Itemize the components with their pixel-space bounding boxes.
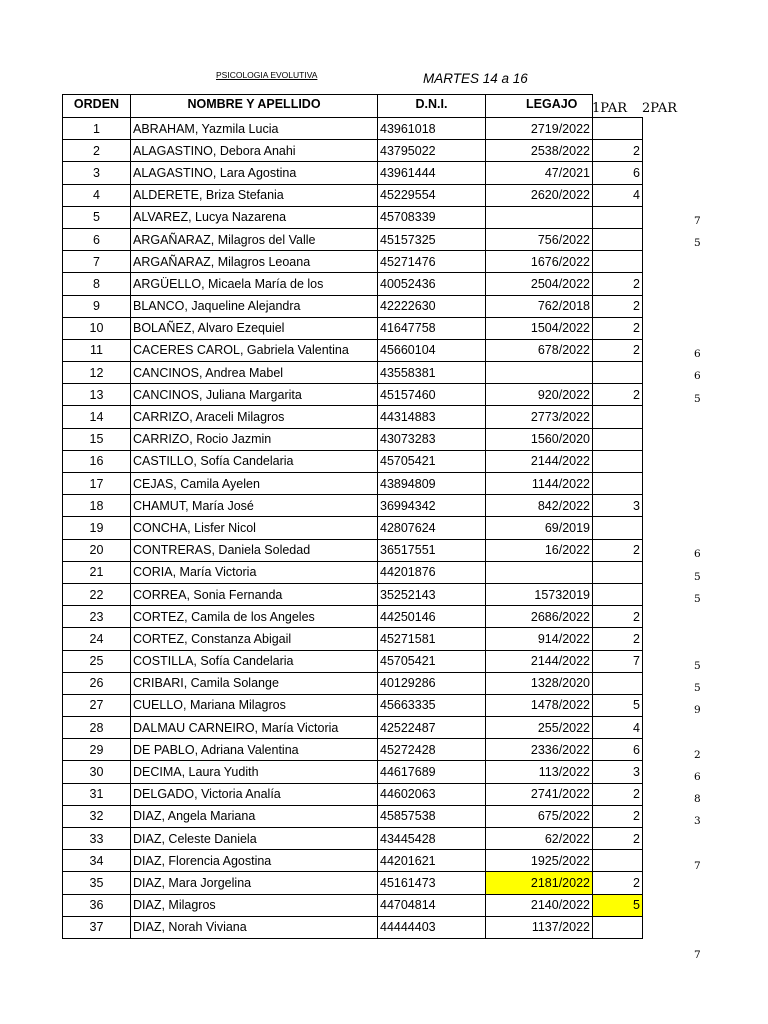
row-dni: 45271581 bbox=[378, 628, 486, 650]
row-nombre: DIAZ, Florencia Agostina bbox=[131, 850, 378, 872]
row-orden: 31 bbox=[63, 783, 131, 805]
row-par1-grade bbox=[593, 517, 643, 539]
row-orden: 16 bbox=[63, 450, 131, 472]
table-row bbox=[63, 140, 643, 162]
row-dni: 40129286 bbox=[378, 672, 486, 694]
row-dni: 45157460 bbox=[378, 384, 486, 406]
row-nombre: CUELLO, Mariana Milagros bbox=[131, 694, 378, 716]
row-nombre: DIAZ, Angela Mariana bbox=[131, 805, 378, 827]
row-dni: 44444403 bbox=[378, 916, 486, 938]
row-legajo: 756/2022 bbox=[486, 228, 593, 250]
row-par1-grade: 3 bbox=[593, 495, 643, 517]
row-orden: 29 bbox=[63, 739, 131, 761]
row-dni: 44250146 bbox=[378, 606, 486, 628]
table-row bbox=[63, 118, 643, 140]
row-dni: 45161473 bbox=[378, 872, 486, 894]
row-legajo: 2336/2022 bbox=[486, 739, 593, 761]
table-row bbox=[63, 561, 643, 583]
row-orden: 5 bbox=[63, 206, 131, 228]
row-par1-grade bbox=[593, 362, 643, 384]
row-par1-grade: 2 bbox=[593, 805, 643, 827]
row-legajo bbox=[486, 362, 593, 384]
row-orden: 32 bbox=[63, 805, 131, 827]
row-orden: 6 bbox=[63, 228, 131, 250]
row-orden: 14 bbox=[63, 406, 131, 428]
row-orden: 24 bbox=[63, 628, 131, 650]
row-orden: 15 bbox=[63, 428, 131, 450]
row-legajo: 842/2022 bbox=[486, 495, 593, 517]
row-nombre: CANCINOS, Juliana Margarita bbox=[131, 384, 378, 406]
row-legajo: 2773/2022 bbox=[486, 406, 593, 428]
row-orden: 33 bbox=[63, 828, 131, 850]
row-orden: 27 bbox=[63, 694, 131, 716]
row-nombre: ABRAHAM, Yazmila Lucia bbox=[131, 118, 378, 140]
table-row bbox=[63, 539, 643, 561]
row-par1-grade: 7 bbox=[593, 650, 643, 672]
row-par1-grade: 2 bbox=[593, 872, 643, 894]
row-nombre: COSTILLA, Sofía Candelaria bbox=[131, 650, 378, 672]
row-dni: 44704814 bbox=[378, 894, 486, 916]
row-orden: 36 bbox=[63, 894, 131, 916]
row-dni: 44201621 bbox=[378, 850, 486, 872]
table-row bbox=[63, 872, 643, 894]
row-par2-grade: 5 bbox=[694, 570, 701, 583]
row-orden: 34 bbox=[63, 850, 131, 872]
table-row bbox=[63, 606, 643, 628]
table-row bbox=[63, 206, 643, 228]
row-par1-grade: 2 bbox=[593, 339, 643, 361]
table-row bbox=[63, 628, 643, 650]
row-par1-grade bbox=[593, 206, 643, 228]
row-orden: 1 bbox=[63, 118, 131, 140]
row-par2-grade: 7 bbox=[694, 214, 701, 227]
par1-header-spacer bbox=[593, 95, 643, 118]
table-row bbox=[63, 650, 643, 672]
row-par1-grade: 2 bbox=[593, 384, 643, 406]
row-nombre: CEJAS, Camila Ayelen bbox=[131, 473, 378, 495]
row-legajo: 2181/2022 bbox=[486, 872, 593, 894]
row-nombre: CRIBARI, Camila Solange bbox=[131, 672, 378, 694]
row-dni: 43795022 bbox=[378, 140, 486, 162]
row-par2-grade: 7 bbox=[694, 948, 701, 961]
row-par2-grade: 2 bbox=[694, 748, 701, 761]
row-par1-grade bbox=[593, 583, 643, 605]
row-legajo: 1478/2022 bbox=[486, 694, 593, 716]
row-legajo: 2719/2022 bbox=[486, 118, 593, 140]
table-row bbox=[63, 805, 643, 827]
row-par1-grade: 5 bbox=[593, 694, 643, 716]
row-orden: 23 bbox=[63, 606, 131, 628]
row-legajo: 1676/2022 bbox=[486, 251, 593, 273]
row-nombre: DALMAU CARNEIRO, María Victoria bbox=[131, 717, 378, 739]
table-row bbox=[63, 295, 643, 317]
row-dni: 40052436 bbox=[378, 273, 486, 295]
row-nombre: DECIMA, Laura Yudith bbox=[131, 761, 378, 783]
table-row bbox=[63, 672, 643, 694]
row-par1-grade bbox=[593, 406, 643, 428]
column-header-dni: D.N.I. bbox=[378, 95, 486, 118]
column-header-nombre: NOMBRE Y APELLIDO bbox=[131, 95, 378, 118]
row-orden: 26 bbox=[63, 672, 131, 694]
row-par1-grade: 2 bbox=[593, 628, 643, 650]
row-par1-grade: 4 bbox=[593, 184, 643, 206]
row-dni: 41647758 bbox=[378, 317, 486, 339]
row-nombre: ARGAÑARAZ, Milagros del Valle bbox=[131, 228, 378, 250]
row-par2-grade: 5 bbox=[694, 659, 701, 672]
row-par1-grade bbox=[593, 916, 643, 938]
row-legajo: 47/2021 bbox=[486, 162, 593, 184]
subject-title: PSICOLOGIA EVOLUTIVA bbox=[216, 70, 318, 80]
row-legajo: 62/2022 bbox=[486, 828, 593, 850]
row-par1-grade: 2 bbox=[593, 295, 643, 317]
row-dni: 42807624 bbox=[378, 517, 486, 539]
table-row bbox=[63, 495, 643, 517]
row-nombre: DIAZ, Celeste Daniela bbox=[131, 828, 378, 850]
table-row bbox=[63, 428, 643, 450]
row-orden: 30 bbox=[63, 761, 131, 783]
table-row bbox=[63, 273, 643, 295]
row-orden: 3 bbox=[63, 162, 131, 184]
row-dni: 45272428 bbox=[378, 739, 486, 761]
table-row bbox=[63, 162, 643, 184]
row-dni: 43894809 bbox=[378, 473, 486, 495]
row-dni: 42522487 bbox=[378, 717, 486, 739]
row-orden: 8 bbox=[63, 273, 131, 295]
row-nombre: ARGAÑARAZ, Milagros Leoana bbox=[131, 251, 378, 273]
row-nombre: DIAZ, Norah Viviana bbox=[131, 916, 378, 938]
row-orden: 25 bbox=[63, 650, 131, 672]
row-orden: 19 bbox=[63, 517, 131, 539]
row-par1-grade: 2 bbox=[593, 273, 643, 295]
table-row bbox=[63, 583, 643, 605]
row-dni: 44602063 bbox=[378, 783, 486, 805]
row-nombre: CONTRERAS, Daniela Soledad bbox=[131, 539, 378, 561]
row-nombre: CORIA, María Victoria bbox=[131, 561, 378, 583]
table-row bbox=[63, 783, 643, 805]
row-par2-grade: 9 bbox=[694, 704, 701, 716]
row-par2-grade: 5 bbox=[694, 592, 701, 605]
par2-header: 2PAR bbox=[642, 101, 678, 116]
table-row bbox=[63, 228, 643, 250]
column-header-legajo: LEGAJO bbox=[486, 95, 593, 118]
row-legajo: 2144/2022 bbox=[486, 650, 593, 672]
row-dni: 45229554 bbox=[378, 184, 486, 206]
schedule-title: MARTES 14 a 16 bbox=[423, 71, 528, 86]
table-row bbox=[63, 473, 643, 495]
row-nombre: DIAZ, Mara Jorgelina bbox=[131, 872, 378, 894]
row-legajo: 2144/2022 bbox=[486, 450, 593, 472]
row-dni: 45705421 bbox=[378, 450, 486, 472]
row-legajo: 675/2022 bbox=[486, 805, 593, 827]
row-dni: 42222630 bbox=[378, 295, 486, 317]
row-par1-grade: 2 bbox=[593, 140, 643, 162]
row-orden: 12 bbox=[63, 362, 131, 384]
row-orden: 18 bbox=[63, 495, 131, 517]
row-legajo bbox=[486, 206, 593, 228]
row-dni: 44201876 bbox=[378, 561, 486, 583]
row-nombre: CORTEZ, Constanza Abigail bbox=[131, 628, 378, 650]
table-row bbox=[63, 694, 643, 716]
row-nombre: CHAMUT, María José bbox=[131, 495, 378, 517]
row-orden: 22 bbox=[63, 583, 131, 605]
row-par1-grade bbox=[593, 251, 643, 273]
row-orden: 2 bbox=[63, 140, 131, 162]
table-row bbox=[63, 362, 643, 384]
table-row bbox=[63, 828, 643, 850]
row-par2-grade: 6 bbox=[694, 370, 701, 383]
table-row bbox=[63, 317, 643, 339]
row-orden: 28 bbox=[63, 717, 131, 739]
row-par2-grade: 3 bbox=[694, 815, 701, 828]
table-row bbox=[63, 184, 643, 206]
row-legajo: 920/2022 bbox=[486, 384, 593, 406]
row-nombre: CASTILLO, Sofía Candelaria bbox=[131, 450, 378, 472]
row-dni: 43558381 bbox=[378, 362, 486, 384]
row-nombre: CORREA, Sonia Fernanda bbox=[131, 583, 378, 605]
table-row bbox=[63, 916, 643, 938]
row-legajo: 762/2018 bbox=[486, 295, 593, 317]
row-legajo: 113/2022 bbox=[486, 761, 593, 783]
row-par1-grade: 2 bbox=[593, 539, 643, 561]
row-nombre: BLANCO, Jaqueline Alejandra bbox=[131, 295, 378, 317]
row-orden: 20 bbox=[63, 539, 131, 561]
row-dni: 45708339 bbox=[378, 206, 486, 228]
row-orden: 21 bbox=[63, 561, 131, 583]
row-par1-grade bbox=[593, 450, 643, 472]
row-par1-grade: 6 bbox=[593, 739, 643, 761]
par1-header: 1PAR bbox=[592, 101, 628, 116]
row-legajo: 2538/2022 bbox=[486, 140, 593, 162]
row-dni: 45857538 bbox=[378, 805, 486, 827]
row-orden: 11 bbox=[63, 339, 131, 361]
row-dni: 43961444 bbox=[378, 162, 486, 184]
row-nombre: CACERES CAROL, Gabriela Valentina bbox=[131, 339, 378, 361]
row-par1-grade: 4 bbox=[593, 717, 643, 739]
row-legajo: 1560/2020 bbox=[486, 428, 593, 450]
row-nombre: CARRIZO, Rocio Jazmin bbox=[131, 428, 378, 450]
row-par1-grade: 2 bbox=[593, 606, 643, 628]
row-par2-grade: 5 bbox=[694, 392, 701, 405]
table-row bbox=[63, 761, 643, 783]
row-orden: 9 bbox=[63, 295, 131, 317]
row-legajo: 2620/2022 bbox=[486, 184, 593, 206]
row-legajo: 1144/2022 bbox=[486, 473, 593, 495]
row-orden: 4 bbox=[63, 184, 131, 206]
row-nombre: ALDERETE, Briza Stefania bbox=[131, 184, 378, 206]
table-header-row bbox=[63, 95, 643, 118]
row-par2-grade: 6 bbox=[694, 770, 701, 783]
row-legajo: 2140/2022 bbox=[486, 894, 593, 916]
row-dni: 35252143 bbox=[378, 583, 486, 605]
table-row bbox=[63, 384, 643, 406]
row-dni: 36517551 bbox=[378, 539, 486, 561]
row-legajo: 1328/2020 bbox=[486, 672, 593, 694]
row-par2-grade: 7 bbox=[694, 859, 701, 872]
row-par1-grade bbox=[593, 118, 643, 140]
row-legajo: 255/2022 bbox=[486, 717, 593, 739]
row-legajo: 678/2022 bbox=[486, 339, 593, 361]
row-par1-grade bbox=[593, 561, 643, 583]
row-legajo: 914/2022 bbox=[486, 628, 593, 650]
row-par2-grade: 5 bbox=[694, 681, 701, 694]
table-row bbox=[63, 517, 643, 539]
row-legajo: 15732019 bbox=[486, 583, 593, 605]
row-dni: 43073283 bbox=[378, 428, 486, 450]
row-legajo: 2504/2022 bbox=[486, 273, 593, 295]
row-dni: 43445428 bbox=[378, 828, 486, 850]
row-dni: 45271476 bbox=[378, 251, 486, 273]
row-legajo: 1504/2022 bbox=[486, 317, 593, 339]
row-par2-grade: 5 bbox=[694, 236, 701, 249]
row-orden: 13 bbox=[63, 384, 131, 406]
row-par1-grade: 5 bbox=[593, 894, 643, 916]
row-par1-grade: 2 bbox=[593, 783, 643, 805]
row-legajo: 1137/2022 bbox=[486, 916, 593, 938]
row-legajo: 16/2022 bbox=[486, 539, 593, 561]
row-nombre: CORTEZ, Camila de los Angeles bbox=[131, 606, 378, 628]
row-par1-grade: 2 bbox=[593, 317, 643, 339]
row-dni: 44617689 bbox=[378, 761, 486, 783]
row-nombre: BOLAÑEZ, Alvaro Ezequiel bbox=[131, 317, 378, 339]
table-row bbox=[63, 717, 643, 739]
row-par1-grade bbox=[593, 428, 643, 450]
table-row bbox=[63, 894, 643, 916]
row-par2-grade: 6 bbox=[694, 348, 701, 360]
row-nombre: DELGADO, Victoria Analía bbox=[131, 783, 378, 805]
row-legajo: 69/2019 bbox=[486, 517, 593, 539]
row-legajo: 1925/2022 bbox=[486, 850, 593, 872]
column-header-orden: ORDEN bbox=[63, 95, 131, 118]
row-par1-grade bbox=[593, 228, 643, 250]
row-nombre: ALAGASTINO, Debora Anahi bbox=[131, 140, 378, 162]
row-par2-grade: 8 bbox=[694, 793, 701, 805]
table-row bbox=[63, 339, 643, 361]
row-legajo bbox=[486, 561, 593, 583]
row-nombre: CONCHA, Lisfer Nicol bbox=[131, 517, 378, 539]
row-par1-grade: 3 bbox=[593, 761, 643, 783]
row-par2-grade: 6 bbox=[694, 548, 701, 561]
row-legajo: 2741/2022 bbox=[486, 783, 593, 805]
row-orden: 35 bbox=[63, 872, 131, 894]
row-nombre: DIAZ, Milagros bbox=[131, 894, 378, 916]
row-dni: 36994342 bbox=[378, 495, 486, 517]
row-nombre: CARRIZO, Araceli Milagros bbox=[131, 406, 378, 428]
row-orden: 37 bbox=[63, 916, 131, 938]
table-row bbox=[63, 406, 643, 428]
row-nombre: ARGÜELLO, Micaela María de los bbox=[131, 273, 378, 295]
row-par1-grade: 2 bbox=[593, 828, 643, 850]
row-dni: 45663335 bbox=[378, 694, 486, 716]
row-dni: 45157325 bbox=[378, 228, 486, 250]
table-row bbox=[63, 739, 643, 761]
row-nombre: CANCINOS, Andrea Mabel bbox=[131, 362, 378, 384]
row-nombre: ALVAREZ, Lucya Nazarena bbox=[131, 206, 378, 228]
row-legajo: 2686/2022 bbox=[486, 606, 593, 628]
table-row bbox=[63, 850, 643, 872]
row-par1-grade bbox=[593, 473, 643, 495]
table-body bbox=[63, 118, 643, 939]
table-row bbox=[63, 251, 643, 273]
student-table bbox=[62, 94, 643, 939]
row-par1-grade bbox=[593, 850, 643, 872]
row-par1-grade bbox=[593, 672, 643, 694]
row-dni: 43961018 bbox=[378, 118, 486, 140]
row-orden: 7 bbox=[63, 251, 131, 273]
row-nombre: DE PABLO, Adriana Valentina bbox=[131, 739, 378, 761]
row-orden: 10 bbox=[63, 317, 131, 339]
row-nombre: ALAGASTINO, Lara Agostina bbox=[131, 162, 378, 184]
table-row bbox=[63, 450, 643, 472]
row-dni: 44314883 bbox=[378, 406, 486, 428]
row-orden: 17 bbox=[63, 473, 131, 495]
row-dni: 45705421 bbox=[378, 650, 486, 672]
row-dni: 45660104 bbox=[378, 339, 486, 361]
row-par1-grade: 6 bbox=[593, 162, 643, 184]
